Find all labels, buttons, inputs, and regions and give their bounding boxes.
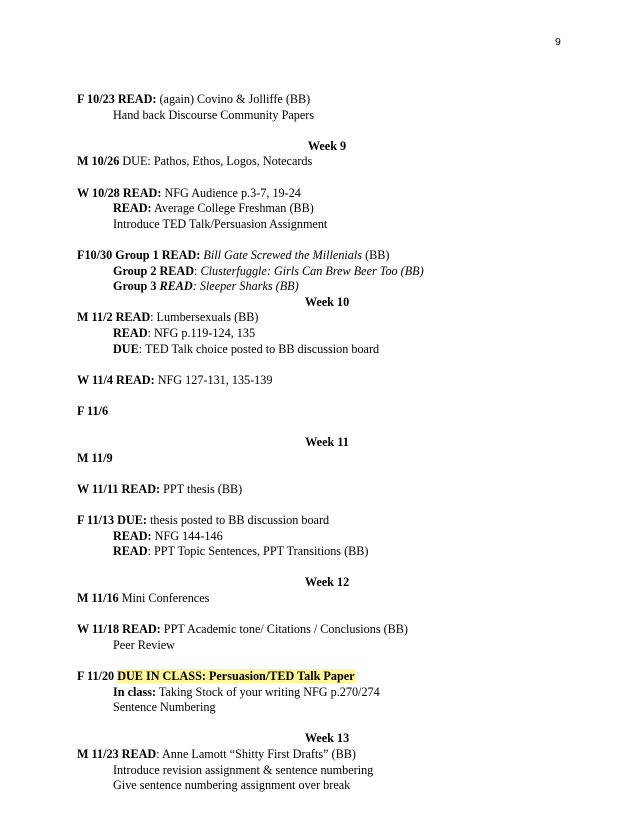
text-run: : Lumbersexuals (BB) — [150, 310, 259, 325]
week-heading: Week 10 — [304, 294, 350, 309]
schedule-entry — [77, 591, 577, 607]
schedule-entry — [77, 373, 577, 389]
text-run: READ — [159, 279, 193, 294]
week-heading: Week 13 — [304, 731, 350, 746]
schedule-entry — [77, 513, 577, 529]
text-run: Introduce revision assignment & sentence numbering — [113, 762, 374, 777]
schedule-subitem — [77, 108, 577, 124]
schedule-subitem — [77, 326, 577, 342]
text-run: : PPT Topic Sentences, PPT Transitions (BB) — [147, 544, 369, 559]
text-run: F 10/23 READ: — [77, 92, 157, 106]
text-run: M 11/2 READ — [77, 310, 151, 325]
schedule-entry — [77, 669, 577, 685]
text-run: M 11/23 READ — [77, 746, 157, 761]
text-run: NFG Audience p.3-7, 19-24 — [161, 185, 301, 200]
blank-line — [77, 419, 577, 435]
text-run: thesis posted to BB discussion board — [146, 513, 330, 528]
week-heading: Week 11 — [305, 435, 349, 450]
schedule-subitem — [77, 763, 577, 779]
schedule-subitem — [77, 544, 577, 560]
schedule-subitem — [77, 342, 577, 358]
text-run: Group 3 — [113, 279, 160, 294]
blank-line — [77, 607, 577, 623]
schedule-subitem — [77, 638, 577, 654]
text-run: : NFG p.119-124, 135 — [147, 325, 256, 340]
text-run: Bill Gate Screwed the Millenials — [203, 247, 363, 262]
text-run: READ: — [113, 201, 152, 216]
schedule-entry — [77, 747, 577, 763]
blank-line — [77, 170, 577, 186]
text-run: PPT Academic tone/ Citations / Conclusions (BB) — [160, 622, 408, 637]
blank-line — [77, 232, 577, 248]
schedule-subitem — [77, 217, 577, 233]
text-run: W 10/28 READ: — [77, 185, 162, 200]
schedule-content — [77, 92, 577, 794]
text-run: : TED Talk choice posted to BB discussion board — [138, 341, 380, 356]
text-run: Sentence Numbering — [113, 700, 216, 715]
schedule-entry — [77, 622, 577, 638]
schedule-subitem — [77, 685, 577, 701]
schedule-subitem — [77, 529, 577, 545]
schedule-entry — [77, 404, 577, 420]
schedule-entry — [77, 310, 577, 326]
blank-line — [77, 123, 577, 139]
text-run: In class: — [113, 684, 157, 699]
week-heading: Week 12 — [304, 575, 350, 590]
text-run: PPT thesis (BB) — [160, 481, 243, 496]
blank-line — [77, 466, 577, 482]
text-run: : Sleeper Sharks (BB) — [192, 279, 299, 294]
text-run: : — [194, 263, 201, 278]
text-run: Average College Freshman (BB) — [151, 201, 314, 216]
highlighted-due-text: DUE IN CLASS: Persuasion/TED Talk Paper — [117, 668, 355, 683]
text-run: Clusterfuggle: Girls Can Brew Beer Too (BB) — [200, 263, 424, 278]
blank-line — [77, 388, 577, 404]
schedule-subitem — [77, 264, 577, 280]
text-run: (BB) — [362, 247, 390, 262]
text-run: W 11/18 READ: — [77, 622, 161, 637]
text-run: Mini Conferences — [118, 591, 210, 605]
text-run: Hand back Discourse Community Papers — [113, 107, 315, 122]
text-run: : Anne Lamott “Shitty First Drafts” (BB) — [156, 746, 356, 761]
schedule-entry — [77, 92, 577, 108]
text-run: Peer Review — [113, 637, 175, 652]
text-run: Give sentence numbering assignment over break — [113, 778, 351, 793]
page-number: 9 — [555, 36, 561, 48]
text-run: NFG 127-131, 135-139 — [154, 372, 273, 387]
text-run: Group 2 READ — [113, 263, 195, 278]
text-run: W 11/11 READ: — [77, 481, 161, 496]
blank-line — [77, 653, 577, 669]
text-run: M 11/9 — [77, 450, 113, 465]
schedule-subitem — [77, 700, 577, 716]
text-run: (again) Covino & Jolliffe (BB) — [156, 92, 311, 106]
schedule-entry — [77, 154, 577, 170]
text-run: F 11/13 DUE: — [77, 513, 147, 528]
text-run: M 11/16 — [77, 591, 119, 605]
blank-line — [77, 560, 577, 576]
text-run: Introduce TED Talk/Persuasion Assignment — [113, 216, 328, 231]
text-run: M 10/26 — [77, 154, 120, 169]
text-run: DUE — [113, 341, 139, 356]
text-run: READ: — [113, 528, 152, 543]
text-run: F 11/6 — [77, 403, 109, 418]
schedule-subitem — [77, 201, 577, 217]
blank-line — [77, 716, 577, 732]
text-run: DUE: Pathos, Ethos, Logos, Notecards — [119, 154, 313, 169]
schedule-subitem — [77, 778, 577, 794]
schedule-entry — [77, 482, 577, 498]
text-run: READ — [113, 325, 148, 340]
blank-line — [77, 357, 577, 373]
text-run: F10/30 Group 1 READ: — [77, 247, 201, 262]
schedule-entry — [77, 451, 577, 467]
blank-line — [77, 497, 577, 513]
text-run: Taking Stock of your writing NFG p.270/274 — [156, 684, 380, 699]
week-heading: Week 9 — [307, 138, 347, 153]
text-run: NFG 144-146 — [151, 528, 223, 543]
schedule-entry — [77, 186, 577, 202]
schedule-entry — [77, 248, 577, 264]
schedule-subitem — [77, 279, 577, 295]
text-run: W 11/4 READ: — [77, 372, 155, 387]
text-run: READ — [113, 544, 148, 559]
text-run: F 11/20 — [77, 668, 118, 683]
